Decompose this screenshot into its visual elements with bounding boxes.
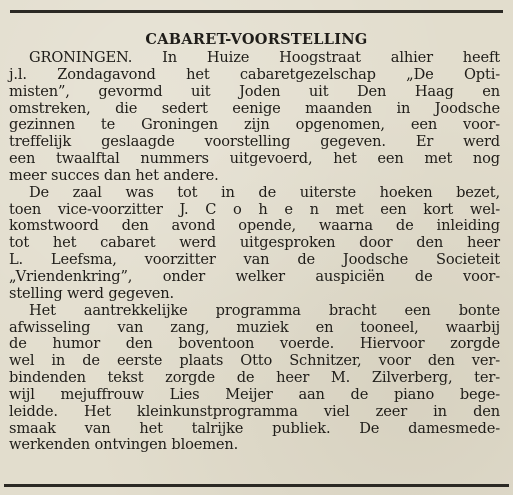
paragraph-2-line-6: „Vriendenkring”, onder welker auspiciën de voor- — [9, 267, 500, 285]
paragraph-3-line-5: bindenden tekst zorgde de heer M. Zilverberg, ter- — [9, 369, 500, 387]
paragraph-1-line-5: gezinnen te Groningen zijn opgenomen, een voor- — [9, 116, 500, 134]
paragraph-3-line-9: werkenden ontvingen bloemen. — [9, 436, 239, 454]
paragraph-3-line-1: Het aantrekkelijke programma bracht een bonte — [29, 301, 500, 319]
paragraph-1-line-4: omstreken, die sedert eenige maanden in Joodsche — [9, 99, 500, 117]
paragraph-2-line-4: tot het cabaret werd uitgesproken door den heer — [9, 234, 500, 252]
paragraph-1-line-1: GRONINGEN. In Huize Hoogstraat alhier heeft — [29, 49, 500, 66]
article-title: CABARET-VOORSTELLING — [145, 31, 368, 48]
article-body — [9, 50, 500, 454]
paragraph-3-line-6: wijl mejuffrouw Lies Meijer aan de piano bege- — [9, 385, 500, 403]
paragraph-2-line-2: toen vice-voorzitter J. C o h e n met een kort wel- — [9, 200, 500, 218]
paragraph-1-line-2: j.l. Zondagavond het cabaretgezelschap „De Opti- — [9, 65, 500, 83]
paragraph-3-line-4: wel in de eerste plaats Otto Schnitzer, voor den ver- — [9, 352, 500, 370]
paragraph-3-line-7: leidde. Het kleinkunstprogramma viel zeer in den — [9, 402, 500, 420]
paragraph-1-line-3: misten”, gevormd uit Joden uit Den Haag en — [9, 82, 500, 100]
paragraph-3-line-8: smaak van het talrijke publiek. De damesmede- — [9, 419, 500, 437]
top-rule — [10, 10, 503, 13]
cropped-text-fragment — [18, 0, 278, 2]
cropped-previous-article — [0, 0, 513, 6]
paragraph-3-line-3: de humor den boventoon voerde. Hiervoor zorgde — [9, 335, 500, 353]
paragraph-1-line-6: treffelijk geslaagde voorstelling gegeven. Er werd — [9, 133, 500, 151]
bottom-rule — [4, 484, 509, 487]
paragraph-2-line-3: komstwoord den avond opende, waarna de inleiding — [9, 217, 500, 235]
paragraph-1-line-8: meer succes dan het andere. — [9, 166, 219, 184]
paragraph-1-line-7: een twaalftal nummers uitgevoerd, het een met nog — [9, 150, 500, 168]
paragraph-2-line-5: L. Leefsma, voorzitter van de Joodsche Societeit — [9, 251, 500, 269]
paragraph-3-line-2: afwisseling van zang, muziek en tooneel, waarbij — [9, 318, 500, 336]
paragraph-2-line-1: De zaal was tot in de uiterste hoeken bezet, — [29, 183, 500, 201]
paragraph-2-line-7: stelling werd gegeven. — [9, 284, 175, 302]
